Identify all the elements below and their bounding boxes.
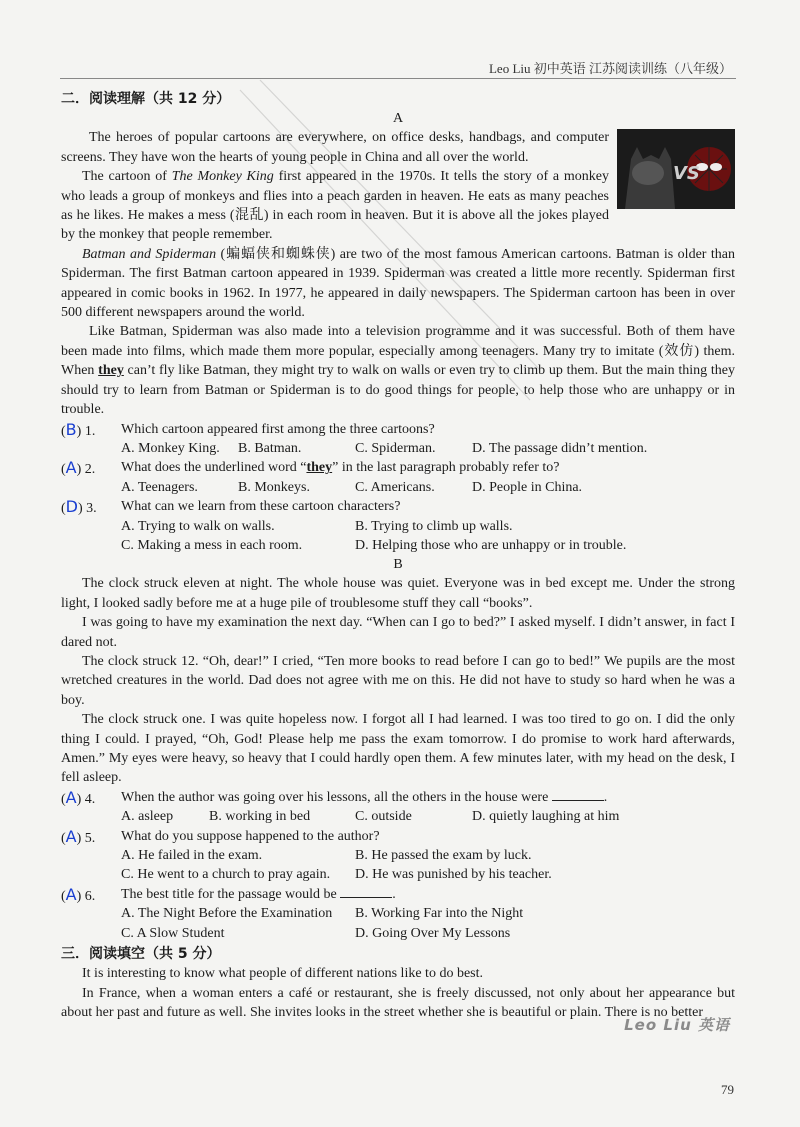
question-1: (B) 1. Which cartoon appeared first among the three cartoons? (61, 419, 435, 439)
page-number: 79 (721, 1082, 734, 1097)
underlined-word-they: they (98, 363, 124, 379)
answer-blank (340, 885, 392, 898)
answer-mark: B (65, 419, 77, 439)
batman-vs-spiderman-image (617, 129, 735, 209)
footer-logo: Leo Liu 英语 (624, 1016, 730, 1034)
question-5-options-row1: A. He failed in the exam. B. He passed the exam by luck. (121, 848, 532, 864)
question-2: (A) 2. What does the underlined word “they” in the last paragraph probably refer to? (61, 458, 560, 478)
passage-b-p4: The clock struck one. I was quite hopeless now. I forgot all I had learned. I was too tired to go on. I did the only thing I could. I prayed, “Oh, God! Please help me pass the exam tomorrow. I do promise to work hard afterwards, Amen.” My eyes were heavy, so heavy that I could hardly open them. A few minutes later, with my head on the desk, I fell asleep. (61, 712, 735, 786)
passage-a-p3: Batman and Spiderman (蝙蝠侠和蜘蛛侠) are two of the most famous American cartoons. Batman is older than Spiderman. The first Batman cartoon appeared in 1939. Spiderman was created a little more recently. Spiderman first appeared in comic books in 1962. In 1977, he appeared in daily newspapers. The Spiderman cartoon has been in over 500 different newspapers around the world. (61, 246, 735, 321)
question-6-options-row1: A. The Night Before the Examination B. Working Far into the Night (121, 906, 524, 922)
question-3-options-row2: C. Making a mess in each room. D. Helping those who are unhappy or in trouble. (121, 537, 627, 553)
answer-mark: A (65, 826, 77, 846)
passage-b-p2: I was going to have my examination the next day. “When can I go to bed?” I asked myself. I didn’t answer, in fact I dared not. (61, 615, 735, 650)
question-1-options: A. Monkey King. B. Batman. C. Spiderman. D. The passage didn’t mention. (121, 440, 648, 456)
answer-mark: A (65, 884, 77, 904)
question-3-options-row1: A. Trying to walk on walls. B. Trying to climb up walls. (121, 518, 513, 534)
passage-a-p1: The heroes of popular cartoons are everywhere, on office desks, handbags, and computer screens. They have won the hearts of young people in China and all over the world. (61, 130, 609, 165)
question-6-options-row2: C. A Slow Student D. Going Over My Lessons (121, 925, 511, 941)
question-4: (A) 4. When the author was going over his lessons, all the others in the house were . (61, 787, 608, 807)
passage-a-letter: A (392, 111, 404, 127)
question-5: (A) 5. What do you suppose happened to the author? (61, 826, 380, 846)
answer-mark: A (65, 458, 77, 478)
section-3-p2: In France, when a woman enters a café or restaurant, she is freely discussed, not only about her appearance but about her past and future as well. She invites looks in the street whether she is beautiful or plain. There is no better (61, 985, 735, 1021)
page-header: Leo Liu 初中英语 江苏阅读训练（八年级） (488, 61, 732, 76)
passage-b-p3: The clock struck 12. “Oh, dear!” I cried, “Ten more books to read before I can go to bed!” We pupils are the most wretched creatures in the world. Dad does not agree with me on this. He did not have to study so hard when he was a boy. (61, 653, 735, 708)
passage-a-p2: The cartoon of The Monkey King first appeared in the 1970s. It tells the story of a monkey who leads a group of monkeys and flies into a peach garden in heaven. He eats as many peaches as he likes. He makes a mess (混乱) in each room in heaven. But it is above all the jokes played by the monkey that people remember. (61, 169, 609, 243)
passage-a-p4: Like Batman, Spiderman was also made into a television programme and it was successful. Both of them have been made into films, which made them more popular, especially among teenagers. Many try to imitate (效仿) them. When they can’t fly like Batman, they might try to walk on walls or even try to climb up them. But the main thing they should try to learn from Batman or Spiderman is to do good things for people, to help those who are unhappy or in trouble. (61, 324, 735, 418)
vs-label: VS (673, 163, 700, 185)
question-4-options: A. asleep B. working in bed C. outside D. quietly laughing at him (121, 809, 620, 825)
answer-mark: A (65, 787, 77, 807)
section-3-p1: It is interesting to know what people of different nations like to do best. (82, 966, 483, 982)
answer-blank (552, 788, 604, 801)
question-5-options-row2: C. He went to a church to pray again. D. He was punished by his teacher. (121, 867, 552, 883)
passage-b-letter: B (393, 557, 403, 573)
question-6: (A) 6. The best title for the passage would be . (61, 884, 396, 904)
header-divider (60, 78, 736, 79)
section-3-title: 三．阅读填空（共 5 分） (61, 946, 221, 963)
passage-b-p1: The clock struck eleven at night. The whole house was quiet. Everyone was in bed except me. Under the strong light, I looked sadly before me at a huge pile of troublesome stuff they call “books”. (61, 576, 735, 611)
question-3: (D) 3. What can we learn from these cartoon characters? (61, 497, 401, 517)
content (61, 88, 735, 1023)
section-2-title: 二．阅读理解（共 12 分） (61, 91, 231, 107)
answer-mark: D (65, 497, 78, 517)
question-2-options: A. Teenagers. B. Monkeys. C. Americans. D. People in China. (121, 479, 583, 495)
